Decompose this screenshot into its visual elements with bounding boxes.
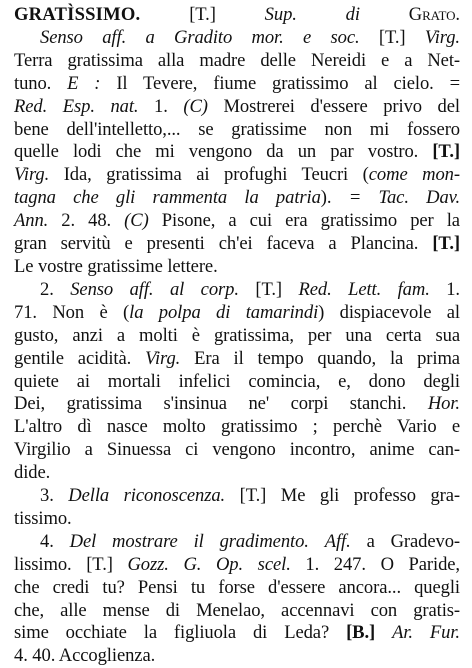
line-26: che credi tu? Pensi tu forse d'essere ancora... quegli — [14, 576, 460, 598]
quote-text: Non è ( — [52, 301, 130, 323]
line-25 — [14, 554, 460, 577]
line-19: L'altro dì nasce molto gratissimo ; perchè Vario e — [14, 416, 460, 438]
sense-abbr: aff. — [102, 26, 127, 48]
line-04 — [14, 73, 460, 96]
quote-text: Pisone, a cui era gratissimo per la — [161, 210, 460, 232]
citation-number: 1. 247. — [305, 553, 366, 575]
quote-text: quelle lodi che mi vengono da un par vostro. — [14, 141, 419, 163]
sense-number: 2. — [40, 278, 54, 300]
line-08 — [14, 164, 460, 187]
citation-number: 4. 40. — [14, 645, 56, 667]
line-28 — [14, 622, 460, 645]
citation-author: Gozz. G. Op. scel. — [127, 553, 291, 575]
citation-number: 71. — [14, 301, 37, 323]
quote-text: Ida, gratissima ai profughi Teucri ( — [63, 164, 369, 186]
citation-author: = Tac. Dav. — [348, 187, 460, 209]
line-24 — [14, 531, 460, 554]
sense-label: Senso — [70, 278, 114, 300]
gloss-text: come mon- — [368, 164, 460, 186]
quote-text: lissimo. — [14, 553, 72, 575]
definition-sup: Sup. — [264, 4, 297, 25]
quote-text: ) dispiacevole al — [318, 301, 460, 323]
headword: GRATÌSSIMO. — [14, 4, 141, 25]
quote-text: tuno. — [14, 72, 52, 94]
source-tag: [T.] — [255, 278, 282, 300]
citation-author: Hor. — [427, 393, 460, 415]
quote-text: Mostrerei d'essere privo del — [223, 95, 460, 117]
line-01 — [14, 4, 460, 27]
sense-abbr: aff. — [129, 278, 154, 300]
quote-text: Accoglienza. — [58, 645, 156, 667]
sense-gloss: a Gradito mor. e soc. — [145, 26, 360, 48]
line-12: Le vostre gratissime lettere. — [14, 255, 218, 277]
source-tag: [B.] — [346, 622, 376, 644]
source-tag: [T.] — [239, 485, 267, 507]
line-20: Virgilio a Sinuessa ci vengono incontro, anime can- — [14, 439, 460, 461]
citation-marker: E : — [67, 72, 101, 94]
quote-text: sime occhiate la figliuola di Leda? — [14, 622, 330, 644]
sense-number: 3. — [40, 485, 54, 507]
definition-ref: Grato. — [408, 4, 460, 25]
line-23: tissimo. — [14, 507, 72, 529]
sense-gloss: al corp. — [169, 278, 239, 300]
line-06: bene dell'intelletto,... se gratissime non mi fossero — [14, 118, 460, 140]
sense-2 — [14, 279, 460, 485]
dictionary-entry — [14, 4, 460, 667]
line-18 — [14, 393, 460, 416]
line-09 — [14, 187, 460, 210]
line-14 — [14, 302, 460, 325]
line-17: quiete ai mortali infelici comincia, e, dono degli — [14, 370, 460, 392]
citation-author: Virg. — [14, 164, 50, 186]
quote-text: O Paride, — [380, 553, 460, 575]
citation-author: Virg. — [145, 347, 181, 369]
line-13 — [14, 279, 460, 302]
source-tag: [T.] — [86, 553, 113, 575]
source-tag: [T.] — [378, 26, 406, 48]
source-tag: [T.] — [189, 4, 216, 25]
citation-author: Red. Esp. nat. — [14, 95, 139, 117]
sense-1 — [14, 27, 460, 279]
citation-work: Ann. — [14, 210, 49, 232]
citation-author: Virg. — [424, 26, 460, 48]
sense-number: 4. — [40, 530, 54, 552]
quote-text: ). — [320, 187, 332, 209]
source-tag: [T.] — [432, 233, 460, 255]
line-07 — [14, 141, 460, 164]
definition-di: di — [345, 4, 360, 25]
line-29 — [14, 645, 460, 668]
line-15: gusto, anzi a molti è gratissima, per una certa sua — [14, 324, 460, 346]
citation-number: 2. 48. — [61, 210, 112, 232]
line-22 — [14, 485, 460, 508]
line-27: che, alle mense di Menelao, accennavi con gratis- — [14, 599, 460, 621]
sense-3 — [14, 485, 460, 531]
citation-author: Ar. Fur. — [392, 622, 460, 644]
quote-text: gran servitù e presenti ch'ei faceva a Plancina. — [14, 233, 419, 255]
gloss-text: la polpa di tamarindi — [129, 301, 319, 323]
quote-text: Dei, gratissima s'insinua ne' corpi stanchi. — [14, 393, 407, 415]
source-tag: [T.] — [432, 141, 460, 163]
quote-text: a Gradevo- — [366, 530, 460, 552]
source-tag: (C) — [124, 210, 149, 232]
line-05 — [14, 96, 460, 119]
line-10 — [14, 210, 460, 233]
citation-number: 1. — [446, 278, 460, 300]
sense-4 — [14, 531, 460, 668]
sense-abbr: Aff. — [324, 530, 351, 552]
quote-text: Il Tevere, fiume gratissimo al cielo. = — [116, 72, 460, 94]
line-16 — [14, 348, 460, 371]
line-03: Terra gratissima alla madre delle Nereidi e a Net- — [14, 49, 460, 71]
quote-text: Era il tempo quando, la prima — [194, 347, 460, 369]
line-21: dide. — [14, 462, 51, 484]
sense-gloss: Del mostrare il gradimento. — [69, 530, 309, 552]
quote-text: gentile acidità. — [14, 347, 132, 369]
citation-number: 1. — [154, 95, 168, 117]
sense-label: Senso — [40, 26, 83, 48]
line-11 — [14, 233, 460, 256]
gloss-text: tagna che gli rammenta la patria — [14, 187, 321, 209]
line-02 — [14, 27, 460, 50]
citation-author: Red. Lett. fam. — [298, 278, 430, 300]
sense-gloss: Della riconoscenza. — [68, 485, 226, 507]
source-tag: (C) — [183, 95, 208, 117]
entry-heading — [14, 4, 460, 27]
quote-text: Me gli professo gra- — [280, 485, 460, 507]
